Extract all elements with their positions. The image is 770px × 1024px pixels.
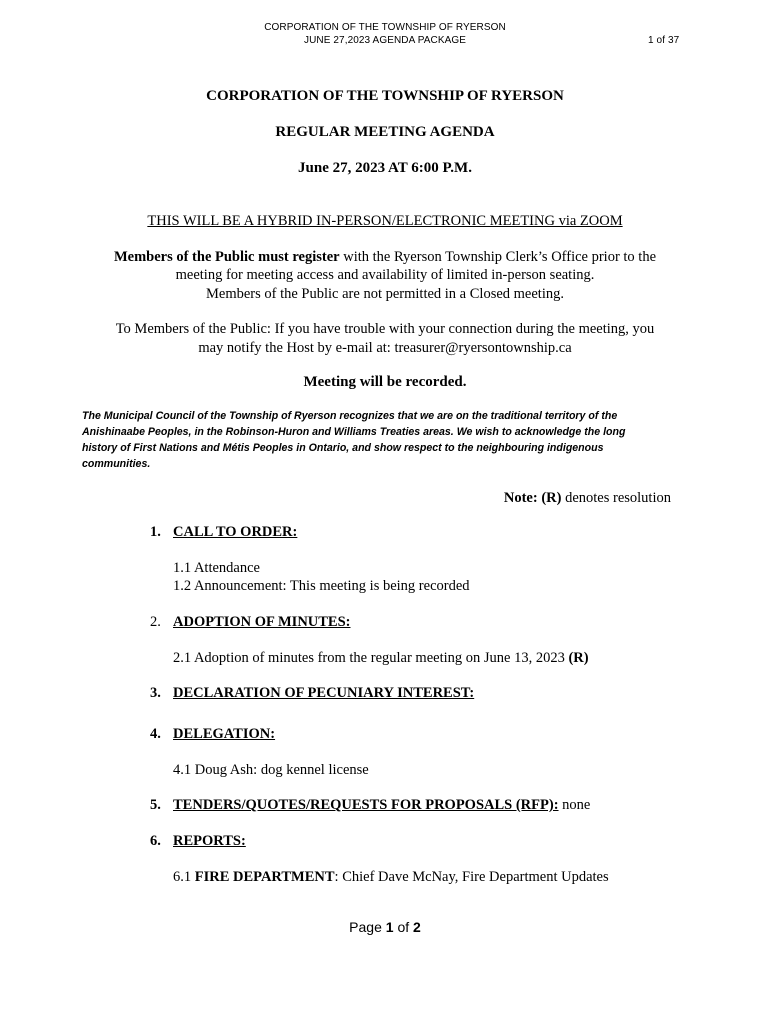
org-title: CORPORATION OF THE TOWNSHIP OF RYERSON xyxy=(206,88,564,104)
item-6-heading: REPORTS: xyxy=(173,833,246,849)
registration-line-1 xyxy=(0,248,770,267)
registration-line-3: Members of the Public are not permitted in a Closed meeting. xyxy=(206,286,564,302)
hybrid-notice: THIS WILL BE A HYBRID IN-PERSON/ELECTRONIC MEETING via ZOOM xyxy=(147,213,623,229)
note-marker: (R) xyxy=(541,490,562,506)
item-4-1: 4.1 Doug Ash: dog kennel license xyxy=(173,762,369,778)
item-2-heading: ADOPTION OF MINUTES: xyxy=(173,614,351,630)
header-line-1: CORPORATION OF THE TOWNSHIP OF RYERSON xyxy=(264,22,506,33)
footer-of-word: of xyxy=(393,919,414,935)
item-1-2: 1.2 Announcement: This meeting is being recorded xyxy=(173,578,470,594)
item-2-1 xyxy=(173,650,589,667)
land-ack-line-2: Anishinaabe Peoples, in the Robinson-Huron and Williams Treaties areas. We wish to acknowledge the long xyxy=(82,426,626,438)
registration-rest: with the Ryerson Township Clerk’s Office prior to the xyxy=(339,249,657,265)
resolution-note xyxy=(504,489,671,508)
item-2-number: 2. xyxy=(150,614,161,630)
footer-page-num: 1 xyxy=(385,919,394,935)
footer-page-total: 2 xyxy=(413,919,421,935)
header-page-count: 1 of 37 xyxy=(648,35,680,46)
item-1-number: 1. xyxy=(150,524,161,540)
item-5-suffix: none xyxy=(558,797,591,813)
item-2-1-text: 2.1 Adoption of minutes from the regular meeting on June 13, 2023 xyxy=(173,650,569,666)
item-3-heading: DECLARATION OF PECUNIARY INTEREST: xyxy=(173,685,475,701)
item-6-1 xyxy=(173,869,609,886)
footer-page-word: Page xyxy=(349,919,386,935)
item-5-heading: TENDERS/QUOTES/REQUESTS FOR PROPOSALS (RFP): xyxy=(173,797,559,813)
header-line-2: JUNE 27,2023 AGENDA PACKAGE xyxy=(303,35,467,46)
item-1-1: 1.1 Attendance xyxy=(173,560,260,576)
land-ack-line-1: The Municipal Council of the Township of Ryerson recognizes that we are on the traditional territory of the xyxy=(82,410,618,422)
item-6-1-bold: FIRE DEPARTMENT xyxy=(194,869,335,885)
meeting-title: REGULAR MEETING AGENDA xyxy=(275,124,495,140)
item-2-1-marker: (R) xyxy=(568,650,589,666)
item-5-number: 5. xyxy=(150,797,161,813)
item-3-number: 3. xyxy=(150,685,161,701)
item-6-1-rest: : Chief Dave McNay, Fire Department Updates xyxy=(334,869,609,885)
note-label: Note: xyxy=(503,490,538,506)
item-4-number: 4. xyxy=(150,726,161,742)
land-ack-line-4: communities. xyxy=(82,458,151,470)
meeting-date: June 27, 2023 AT 6:00 P.M. xyxy=(298,160,472,176)
page-footer xyxy=(0,919,770,935)
item-4-heading: DELEGATION: xyxy=(173,726,276,742)
trouble-line-2: may notify the Host by e-mail at: treasurer@ryersontownship.ca xyxy=(198,340,572,356)
item-6-1-num: 6.1 xyxy=(173,869,195,885)
recorded-notice: Meeting will be recorded. xyxy=(303,374,467,390)
item-1-heading: CALL TO ORDER: xyxy=(173,524,298,540)
item-6-number: 6. xyxy=(150,833,161,849)
item-5-line xyxy=(173,797,590,814)
note-text: denotes resolution xyxy=(561,490,671,506)
registration-line-2: meeting for meeting access and availability of limited in-person seating. xyxy=(175,267,595,283)
land-ack-line-3: history of First Nations and Métis Peoples in Ontario, and show respect to the neighbouring indigenous xyxy=(82,442,604,454)
registration-bold: Members of the Public must register xyxy=(113,249,340,265)
trouble-line-1: To Members of the Public: If you have trouble with your connection during the meeting, you xyxy=(115,321,655,337)
